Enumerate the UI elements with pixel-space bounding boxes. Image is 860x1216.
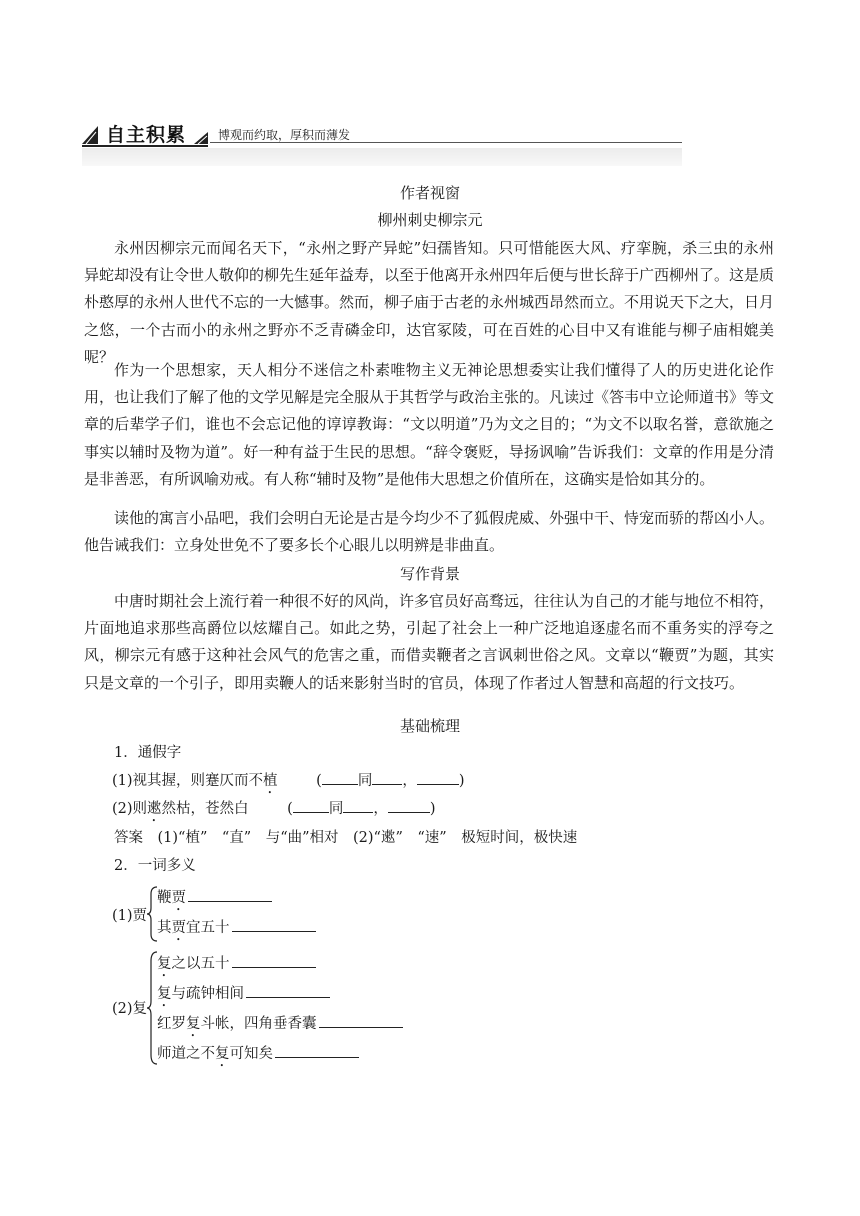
group-label: (2)复: [112, 1001, 148, 1017]
sense-entry: 复之以五十: [157, 952, 316, 980]
section-heading-background: 写作背景: [399, 565, 460, 583]
dotted-char: 复: [186, 1016, 201, 1032]
answer-blank[interactable]: [232, 953, 316, 968]
answer-blank[interactable]: [188, 887, 272, 902]
section-banner: [82, 122, 682, 168]
comma: ，: [402, 773, 417, 789]
paragraph: 读他的寓言小品吧，我们会明白无论是古是今均少不了狐假虎威、外强中干、恃宠而骄的帮凶小人。他告诫我们：立身处世免不了要多长个心眼儿以明辨是非曲直。: [84, 509, 775, 555]
same-label: 同: [357, 773, 373, 789]
question-item: (1)视其握，则蹇仄而不植 ( 同 ， ): [112, 768, 465, 797]
sense-entry: 其贾宜五十: [157, 916, 316, 944]
answer-blank[interactable]: [417, 768, 459, 785]
dotted-char: 复: [157, 986, 172, 1002]
answer-blank[interactable]: [388, 796, 430, 813]
answer-blank[interactable]: [372, 768, 402, 785]
answer-blank[interactable]: [322, 768, 358, 785]
banner-subtitle: 博观而约取，厚积而薄发: [218, 128, 351, 142]
dotted-char: 复: [215, 1046, 230, 1062]
dotted-char: 复: [157, 956, 172, 972]
sense-entry: 师道之不复可知矣: [157, 1042, 359, 1070]
item-text: (1)视其握，则蹇仄而不: [112, 773, 264, 789]
dotted-char: 遬: [147, 801, 162, 817]
same-label: 同: [328, 801, 344, 817]
sense-entry: 复与疏钟相间: [157, 982, 330, 1010]
section-subheading: 柳州刺史柳宗元: [377, 211, 483, 229]
dotted-char: 贾: [171, 890, 186, 906]
banner-title: 自主积累: [106, 124, 187, 146]
paragraph: 中唐时期社会上流行着一种很不好的风尚，许多官员好高骛远，往往认为自己的才能与地位不相符，片面地追求那些高爵位以炫耀自己。如此之势，引起了社会上一种广泛地追逐虚名而不重务实的浮夸之风，柳宗元有感于这种社会风气的危害之重，而借卖鞭者之言讽刺世俗之风。文章以“鞭贾”为题，其实只是文章的一个引子，即用卖鞭人的话来影射当时的官员，体现了作者过人智慧和高超的行文技巧。: [84, 592, 775, 692]
question-item: (2)则遬然枯，苍然白 ( 同 ， ): [112, 796, 436, 825]
answer-blank[interactable]: [343, 796, 373, 813]
question-title: 2．一词多义: [114, 858, 196, 874]
answer-blank[interactable]: [232, 917, 316, 932]
section-heading-basics: 基础梳理: [399, 717, 460, 735]
paragraph: 永州因柳宗元而闻名天下，“永州之野产异蛇”妇孺皆知。只可惜能医大风、疗挛腕，杀三虫的永州异蛇却没有让令世人敬仰的柳先生延年益寿，以至于他离开永州四年后便与世长辞于广西柳州了。这是质朴憨厚的永州人世代不忘的一大憾事。然而，柳子庙于古老的永州城西昂然而立。不用说天下之大，日月之悠，一个古而小的永州之野亦不乏青磷金印，达官冢陵，可在百姓的心目中又有谁能与柳子庙相媲美呢？: [84, 239, 775, 366]
answer-blank[interactable]: [246, 983, 330, 998]
answer-blank[interactable]: [293, 796, 329, 813]
sense-entry: 红罗复斗帐，四角垂香囊: [157, 1012, 403, 1040]
group-label: (1)贾: [112, 908, 148, 924]
answer-line: 答案 (1)“植” “直” 与“曲”相对 (2)“遬” “速” 极短时间，极快速: [114, 830, 578, 846]
section-heading-author: 作者视窗: [399, 184, 460, 202]
answer-blank[interactable]: [319, 1013, 403, 1028]
answer-blank[interactable]: [275, 1043, 359, 1058]
sense-entry: 鞭贾: [157, 886, 272, 914]
item-text: 然枯，苍然白: [161, 801, 249, 817]
dotted-char: 贾: [171, 920, 186, 936]
item-text: (2)则: [112, 801, 148, 817]
banner-strip: [82, 148, 682, 166]
dotted-char: 植: [263, 773, 278, 789]
question-title: 1．通假字: [114, 745, 182, 761]
comma: ，: [373, 801, 388, 817]
paragraph: 作为一个思想家，天人相分不迷信之朴素唯物主义无神论思想委实让我们懂得了人的历史进化论作用，也让我们了解了他的文学见解是完全服从于其哲学与政治主张的。凡读过《答韦中立论师道书》等文章的后辈学子们，谁也不会忘记他的谆谆教诲：“文以明道”乃为文之目的；“为文不以取名誉，意欲施之事实以辅时及物为道”。好一种有益于生民的思想。“辞令褒贬，导扬讽喻”告诉我们：文章的作用是分清是非善恶，有所讽喻劝戒。有人称“辅时及物”是他伟大思想之价值所在，这确实是恰如其分的。: [84, 361, 775, 488]
